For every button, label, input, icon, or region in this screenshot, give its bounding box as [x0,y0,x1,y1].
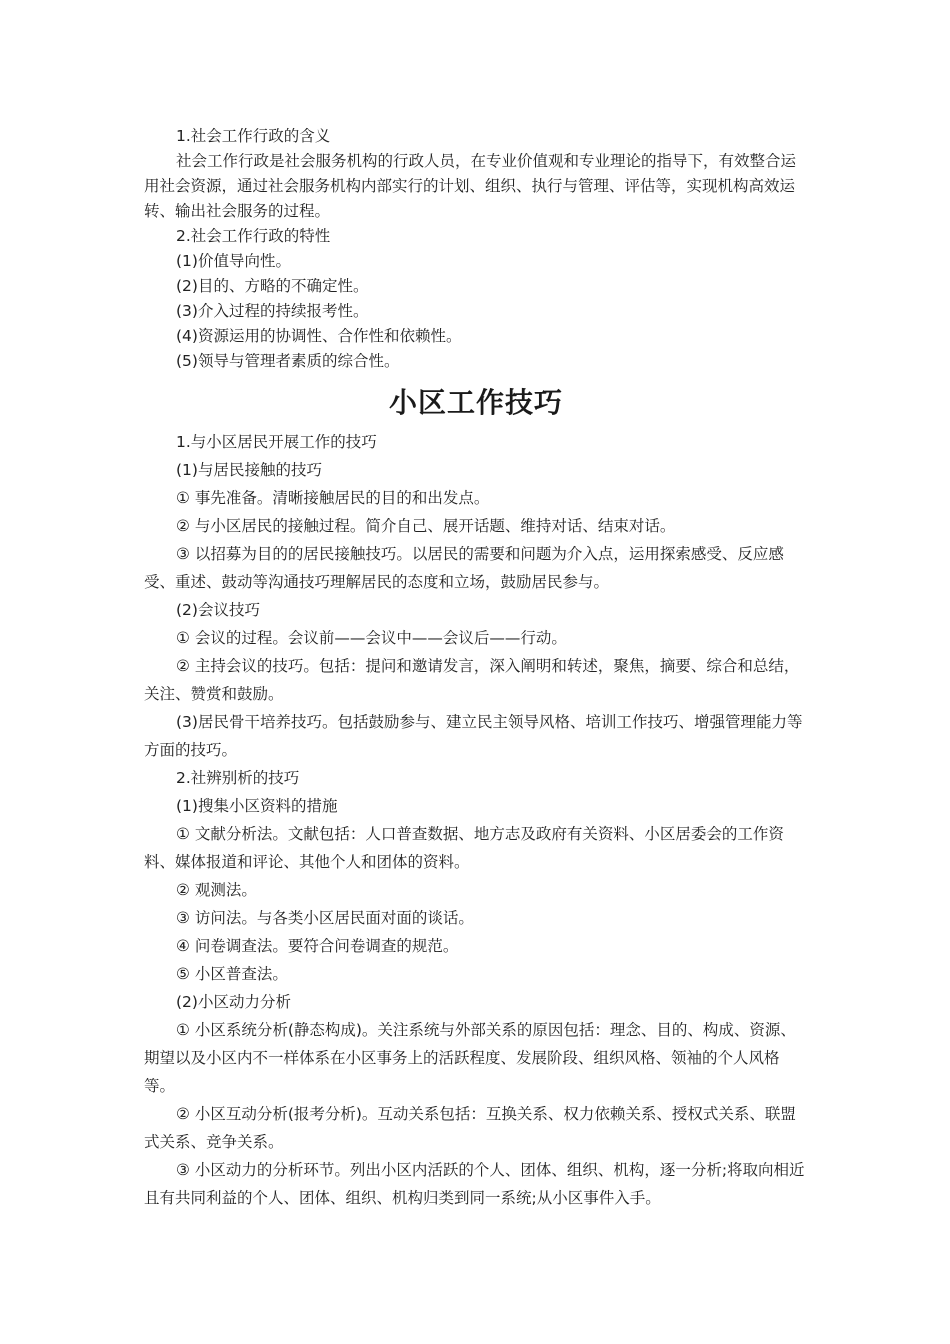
section-title-analysis: 2.社辨别析的技巧 [176,769,300,787]
list-item: ④ 问卷调查法。要符合问卷调查的规范。 [176,937,459,955]
list-item: ② 主持会议的技巧。包括：提问和邀请发言，深入阐明和转述，聚焦，摘要、综合和总结，关注、赞赏和鼓励。 [144,657,800,703]
list-item: (3)介入过程的持续报考性。 [176,302,369,320]
subsection-title-dynamics: (2)小区动力分析 [176,993,291,1011]
list-item: ③ 以招募为目的的居民接触技巧。以居民的需要和问题为介入点，运用探索感受、反应感受、重述、鼓动等沟通技巧理解居民的态度和立场，鼓励居民参与。 [144,545,784,591]
paragraph-admin-definition: 社会工作行政是社会服务机构的行政人员，在专业价值观和专业理论的指导下，有效整合运用社会资源，通过社会服务机构内部实行的计划、组织、执行与管理、评估等，实现机构高效运转、输出社会服务的过程。 [144,152,797,220]
paragraph-backbone-training: (3)居民骨干培养技巧。包括鼓励参与、建立民主领导风格、培训工作技巧、增强管理能力等方面的技巧。 [144,713,803,759]
page-heading: 小区工作技巧 [388,386,563,419]
list-item: ② 小区互动分析(报考分析)。互动关系包括：互换关系、权力依赖关系、授权式关系、联盟式关系、竞争关系。 [144,1105,796,1151]
list-item: ① 事先准备。清晰接触居民的目的和出发点。 [176,489,490,507]
list-item: ② 与小区居民的接触过程。简介自己、展开话题、维持对话、结束对话。 [176,517,676,535]
list-item: (5)领导与管理者素质的综合性。 [176,352,400,370]
subsection-title-collect: (1)搜集小区资料的措施 [176,797,338,815]
section-title-admin-features: 2.社会工作行政的特性 [176,227,331,245]
section-title-resident-work: 1.与小区居民开展工作的技巧 [176,433,377,451]
list-item: ③ 小区动力的分析环节。列出小区内活跃的个人、团体、组织、机构，逐一分析;将取向相近且有共同利益的个人、团体、组织、机构归类到同一系统;从小区事件入手。 [144,1161,805,1207]
list-item: ① 文献分析法。文献包括：人口普查数据、地方志及政府有关资料、小区居委会的工作资料、媒体报道和评论、其他个人和团体的资料。 [144,825,784,871]
list-item: ① 会议的过程。会议前——会议中——会议后——行动。 [176,629,567,647]
subsection-title-contact: (1)与居民接触的技巧 [176,461,322,479]
list-item: ⑤ 小区普查法。 [176,965,288,983]
subsection-title-meeting: (2)会议技巧 [176,601,260,619]
list-item: (1)价值导向性。 [176,252,291,270]
list-item: (4)资源运用的协调性、合作性和依赖性。 [176,327,462,345]
list-item: ② 观测法。 [176,881,257,899]
list-item: ① 小区系统分析(静态构成)。关注系统与外部关系的原因包括：理念、目的、构成、资源、期望以及小区内不一样体系在小区事务上的活跃程度、发展阶段、组织风格、领袖的个人风格等。 [144,1021,796,1095]
list-item: ③ 访问法。与各类小区居民面对面的谈话。 [176,909,474,927]
document-page [144,124,808,1212]
section-title-admin-meaning: 1.社会工作行政的含义 [176,127,331,145]
list-item: (2)目的、方略的不确定性。 [176,277,369,295]
